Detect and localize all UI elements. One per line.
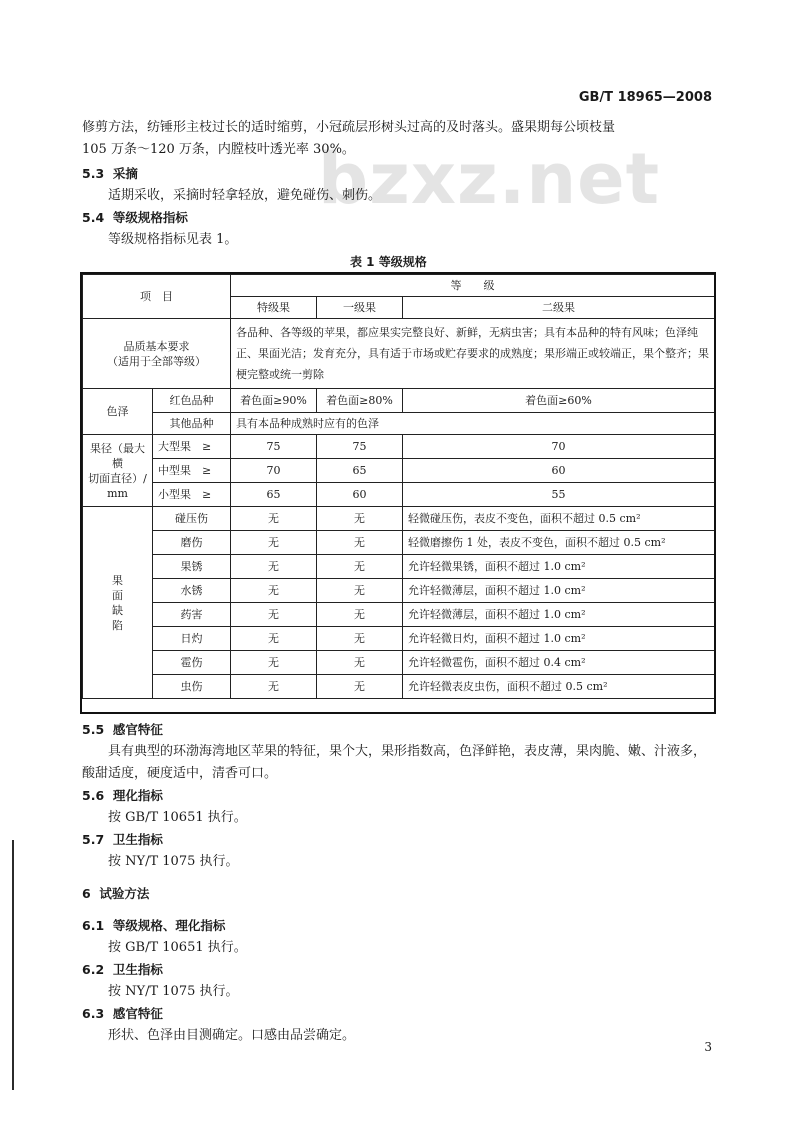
cell-first: 着色面≥80%	[317, 389, 403, 413]
section-number: 5.7	[82, 832, 105, 847]
row-label: 药害	[153, 603, 231, 627]
cell-other-color: 具有本品种成熟时应有的色泽	[231, 413, 715, 435]
cell-second: 60	[403, 459, 715, 483]
grade-spec-table	[82, 274, 715, 699]
section-number: 6.1	[82, 918, 105, 933]
row-label: 果锈	[153, 555, 231, 579]
cell-first: 75	[317, 435, 403, 459]
cell-second: 70	[403, 435, 715, 459]
cell-special: 无	[231, 675, 317, 699]
section-title: 感官特征	[112, 722, 163, 737]
section-heading-5-7	[82, 830, 163, 850]
label-line: 果径（最大横	[90, 441, 145, 470]
header-second-grade: 二级果	[403, 297, 715, 319]
cell-special: 75	[231, 435, 317, 459]
header-first-grade: 一级果	[317, 297, 403, 319]
section-body: 等级规格指标见表 1。	[108, 232, 238, 247]
cell-special: 着色面≥90%	[231, 389, 317, 413]
row-label: 磨伤	[153, 531, 231, 555]
section-title: 卫生指标	[112, 832, 163, 847]
cell-second: 着色面≥60%	[403, 389, 715, 413]
cell-second: 轻微碰压伤，表皮不变色，面积不超过 0.5 cm²	[403, 507, 715, 531]
label-char: 果	[112, 573, 123, 587]
cell-first: 无	[317, 507, 403, 531]
cell-second: 允许轻微薄层，面积不超过 1.0 cm²	[403, 603, 715, 627]
section-title: 等级规格、理化指标	[112, 918, 226, 933]
label-char: 面	[112, 588, 123, 602]
row-label: 红色品种	[153, 389, 231, 413]
section-heading-6-3	[82, 1004, 163, 1024]
cell-first: 无	[317, 603, 403, 627]
scan-edge-line	[12, 840, 14, 1090]
section-body: 按 NY/T 1075 执行。	[108, 854, 239, 869]
section-title: 卫生指标	[112, 962, 163, 977]
table-caption: 表 1 等级规格	[350, 255, 427, 269]
row-label: 小型果 ≥	[153, 483, 231, 507]
section-number: 6.2	[82, 962, 105, 977]
section-heading-5-3	[82, 164, 138, 184]
header-special-grade: 特级果	[231, 297, 317, 319]
cell-first: 65	[317, 459, 403, 483]
section-title: 采摘	[112, 166, 138, 181]
cell-second: 允许轻微雹伤，面积不超过 0.4 cm²	[403, 651, 715, 675]
section-heading-6-1	[82, 916, 225, 936]
section-heading-5-5	[82, 720, 163, 740]
cell-special: 无	[231, 531, 317, 555]
diameter-label	[83, 435, 153, 507]
cell-special: 无	[231, 627, 317, 651]
label-line: 切面直径）/	[88, 471, 147, 485]
cell-first: 无	[317, 531, 403, 555]
cell-second: 允许轻微日灼，面积不超过 1.0 cm²	[403, 627, 715, 651]
section-number: 6	[82, 886, 91, 901]
label-line: mm	[107, 486, 128, 500]
cell-first: 无	[317, 555, 403, 579]
cell-first: 无	[317, 675, 403, 699]
label-line: （适用于全部等级）	[107, 354, 206, 368]
header-item: 项 目	[83, 275, 231, 319]
cell-second: 允许轻微表皮虫伤，面积不超过 0.5 cm²	[403, 675, 715, 699]
section-title: 理化指标	[112, 788, 163, 803]
row-label: 大型果 ≥	[153, 435, 231, 459]
cell-first: 无	[317, 579, 403, 603]
cell-first: 无	[317, 627, 403, 651]
section-heading-6	[82, 884, 149, 904]
paragraph-line: 105 万条～120 万条，内膛枝叶透光率 30%。	[82, 142, 355, 157]
section-number: 5.6	[82, 788, 105, 803]
basic-requirement-text: 各品种、各等级的苹果，都应果实完整良好、新鲜，无病虫害；具有本品种的特有风味；色泽纯正、果面光洁；发育充分，具有适于市场或贮存要求的成熟度；果形端正或较端正，果个整齐；果梗完整或统一剪除	[231, 319, 715, 389]
basic-requirement-label	[83, 319, 231, 389]
row-label: 雹伤	[153, 651, 231, 675]
label-char: 陷	[112, 618, 123, 632]
cell-first: 无	[317, 651, 403, 675]
label-char: 缺	[112, 603, 123, 617]
row-label: 虫伤	[153, 675, 231, 699]
section-title: 试验方法	[99, 886, 150, 901]
paragraph-line: 酸甜适度，硬度适中，清香可口。	[82, 766, 278, 781]
color-label: 色泽	[83, 389, 153, 435]
cell-second: 轻微磨擦伤 1 处，表皮不变色，面积不超过 0.5 cm²	[403, 531, 715, 555]
section-body: 按 GB/T 10651 执行。	[108, 940, 247, 955]
cell-special: 无	[231, 603, 317, 627]
row-label: 日灼	[153, 627, 231, 651]
section-body: 按 NY/T 1075 执行。	[108, 984, 239, 999]
section-heading-5-6	[82, 786, 163, 806]
section-body: 适期采收，采摘时轻拿轻放，避免碰伤、刺伤。	[108, 188, 382, 203]
standard-code: GB/T 18965—2008	[578, 90, 712, 105]
paragraph-line: 修剪方法，纺锤形主枝过长的适时缩剪，小冠疏层形树头过高的及时落头。盛果期每公顷枝量	[82, 120, 616, 135]
label-line: 品质基本要求	[123, 339, 190, 353]
surface-defects-label	[83, 507, 153, 699]
cell-special: 无	[231, 579, 317, 603]
section-body: 按 GB/T 10651 执行。	[108, 810, 247, 825]
section-number: 5.5	[82, 722, 105, 737]
section-body: 形状、色泽由目测确定。口感由品尝确定。	[108, 1028, 356, 1043]
section-title: 等级规格指标	[112, 210, 188, 225]
cell-second: 允许轻微果锈，面积不超过 1.0 cm²	[403, 555, 715, 579]
cell-second: 55	[403, 483, 715, 507]
section-title: 感官特征	[112, 1006, 163, 1021]
paragraph-line: 具有典型的环渤海湾地区苹果的特征，果个大，果形指数高，色泽鲜艳，表皮薄，果肉脆、嫩、汁液多，	[108, 744, 707, 759]
row-label: 其他品种	[153, 413, 231, 435]
header-grade: 等 级	[231, 275, 715, 297]
cell-special: 无	[231, 651, 317, 675]
row-label: 中型果 ≥	[153, 459, 231, 483]
cell-special: 无	[231, 555, 317, 579]
cell-special: 无	[231, 507, 317, 531]
section-number: 5.3	[82, 166, 105, 181]
row-label: 碰压伤	[153, 507, 231, 531]
cell-special: 70	[231, 459, 317, 483]
cell-first: 60	[317, 483, 403, 507]
page-number: 3	[704, 1040, 712, 1054]
watermark: bzxz.net	[318, 138, 661, 220]
section-heading-5-4	[82, 208, 188, 228]
section-number: 5.4	[82, 210, 105, 225]
cell-second: 允许轻微薄层，面积不超过 1.0 cm²	[403, 579, 715, 603]
section-heading-6-2	[82, 960, 163, 980]
section-number: 6.3	[82, 1006, 105, 1021]
row-label: 水锈	[153, 579, 231, 603]
cell-special: 65	[231, 483, 317, 507]
